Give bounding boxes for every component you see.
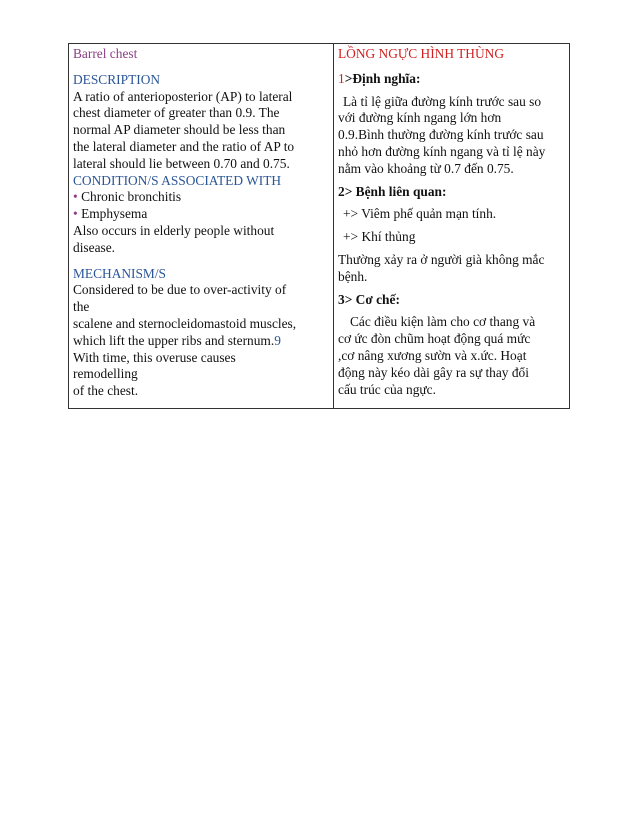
mechanism-line: of the chest. [73, 383, 139, 399]
definition-line: với đường kính ngang lớn hơn [338, 110, 502, 126]
mechanism-line-vn: ,cơ nâng xương sườn và x.ức. Hoạt [338, 347, 527, 363]
vietnamese-title: LỒNG NGỰC HÌNH THÙNG [338, 46, 504, 61]
related-item: +> Khí thủng [343, 229, 416, 245]
description-line: A ratio of anterioposterior (AP) to lateral [73, 88, 293, 104]
mechanism-line-vn: động này kéo dài gây ra sự thay đổi [338, 364, 529, 380]
condition-item [73, 189, 329, 206]
english-cell [69, 44, 334, 409]
mechanism-line: With time, this overuse causes [73, 349, 236, 365]
also-line: Also occurs in elderly people without [73, 222, 275, 238]
description-line: lateral should lie between 0.70 and 0.75. [73, 155, 290, 171]
english-title: Barrel chest [73, 46, 138, 61]
related-item: +> Viêm phế quản mạn tính. [343, 206, 497, 222]
elderly-line: Thường xảy ra ở người già không mắc [338, 251, 545, 267]
elderly-block [338, 252, 565, 286]
related-heading: 2> Bệnh liên quan: [338, 183, 447, 199]
description-line: the lateral diameter and the ratio of AP to [73, 138, 295, 154]
mechanism-heading-vn: 3> Cơ chế: [338, 291, 400, 307]
definition-number: 1 [338, 70, 345, 86]
definition-heading-text: >Định nghĩa: [344, 70, 421, 86]
elderly-line: bệnh. [338, 268, 368, 284]
definition-line: nhỏ hơn đường kính ngang và tỉ lệ này [338, 143, 546, 159]
bullet-icon: • [73, 189, 78, 205]
condition-label: Emphysema [81, 206, 148, 222]
reference-number: 9 [274, 332, 281, 348]
mechanism-text: which lift the upper ribs and sternum. [73, 332, 275, 348]
description-heading: DESCRIPTION [73, 71, 161, 87]
also-line: disease. [73, 239, 116, 255]
table-row [69, 44, 570, 409]
description-line: normal AP diameter should be less than [73, 122, 286, 138]
mechanism-line-vn: cấu trúc của ngực. [338, 381, 436, 397]
mechanism-line [73, 333, 329, 350]
vietnamese-cell [334, 44, 570, 409]
mechanism-block-vn [338, 314, 565, 398]
mechanism-line: Considered to be due to over-activity of [73, 282, 287, 298]
definition-line: Là tỉ lệ giữa đường kính trước sau so [343, 93, 542, 109]
definition-line: nằm vào khoảng từ 0.7 đến 0.75. [338, 160, 514, 176]
conditions-heading: CONDITION/S ASSOCIATED WITH [73, 172, 282, 188]
mechanism-line: the [73, 299, 90, 315]
bullet-icon: • [73, 206, 78, 222]
mechanism-heading: MECHANISM/S [73, 265, 167, 281]
description-line: chest diameter of greater than 0.9. The [73, 105, 280, 121]
mechanism-line: scalene and sternocleidomastoid muscles, [73, 315, 297, 331]
condition-label: Chronic bronchitis [81, 189, 182, 205]
mechanism-line-vn: Các điều kiện làm cho cơ thang và [350, 314, 536, 330]
definition-line: 0.9.Bình thường đường kính trước sau [338, 127, 544, 143]
definition-heading [338, 71, 565, 88]
definition-block [338, 94, 565, 178]
translation-table [68, 43, 570, 409]
mechanism-line: remodelling [73, 366, 138, 382]
mechanism-line-vn: cơ ức đòn chũm hoạt động quá mức [338, 331, 531, 347]
condition-item [73, 206, 329, 223]
